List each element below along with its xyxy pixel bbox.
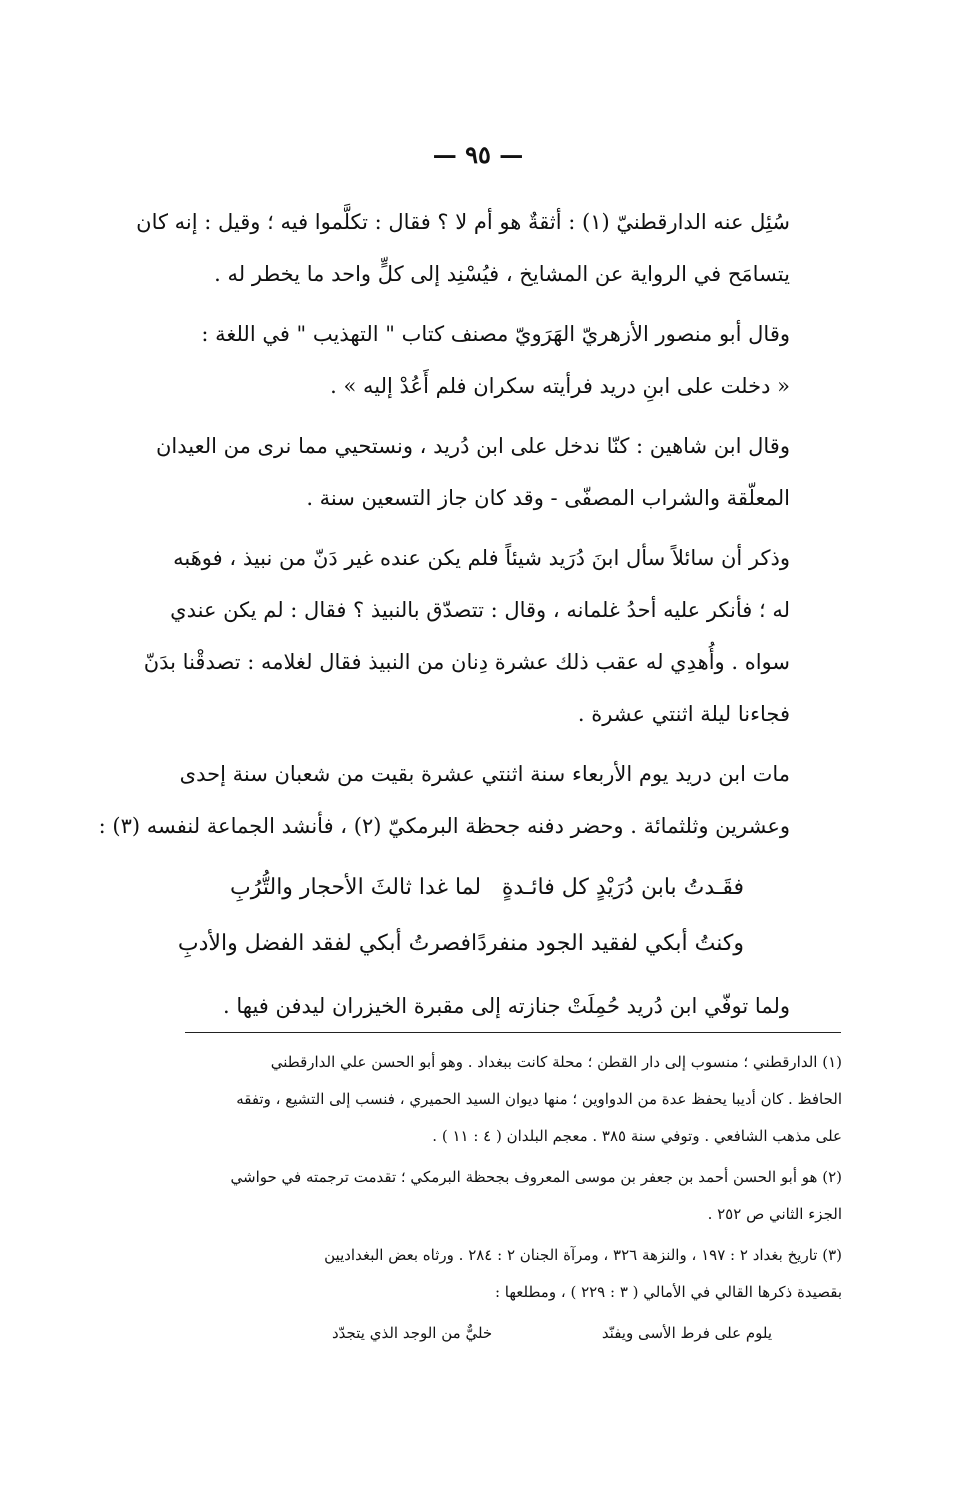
verse-first-hemistich: يلوم على فرط الأسى ويفنّد — [601, 1324, 772, 1342]
verse-second-hemistich: خليٌّ من الوجد الذي يتجدّد — [332, 1324, 493, 1342]
elegy-verses — [177, 860, 790, 972]
footnote-1 — [182, 1044, 842, 1155]
text-line: يتسامَح في الرواية عن المشايخ ، فيُسْنِد إلى كلٍّ واحد ما يخطر له . — [214, 262, 790, 286]
text-line: له ؛ فأنكر عليه أحدُ غلمانه ، وقال : تتصدّق بالنبيذ ؟ فقال : لم يكن عندي — [170, 598, 790, 622]
verse-first-hemistich: فقَـدتُ بابن دُرَيْدٍ كل فائـدةٍ — [501, 875, 744, 900]
footnote-line: الحافظ . كان أديبا يحفظ عدة من الدواوين ؛ منها ديوان السيد الحميري ، فنسب إلى التشيع ، وتفقه — [236, 1090, 842, 1108]
paragraph-beggar-anecdote — [143, 532, 790, 740]
verse-second-hemistich: لما غدا ثالثَ الأحجار والتُّرُبِ — [230, 875, 482, 900]
paragraph-ibn-shahin — [155, 420, 790, 524]
text-line: فجاءنا ليلة اثنتي عشرة . — [577, 702, 790, 726]
footnote-line: (٢) هو أبو الحسن أحمد بن جعفر بن موسى المعروف بجحظة البرمكي ؛ تقدمت ترجمته في حواشي — [230, 1168, 842, 1186]
footnote-line: (٣) تاريخ بغداد ٢ : ١٩٧ ، والنزهة ٣٢٦ ، ومرآة الجنان ٢ : ٢٨٤ . ورثاه بعض البغداديين — [324, 1246, 842, 1264]
main-text — [98, 196, 790, 1040]
paragraph-azhari — [186, 308, 790, 412]
page-number: — ٩٥ — — [432, 140, 524, 169]
verse-line — [186, 860, 790, 916]
footnote-line: الجزء الثاني ص ٢٥٢ . — [707, 1205, 842, 1223]
footnote-separator — [185, 1032, 841, 1033]
text-line: وقال أبو منصور الأزهريّ الهَرَويّ مصنف كتاب " التهذيب " في اللغة : — [201, 322, 790, 346]
text-line: مات ابن دريد يوم الأربعاء سنة اثنتي عشرة بقيت من شعبان سنة إحدى — [179, 762, 790, 786]
footnote-line: على مذهب الشافعي . وتوفي سنة ٣٨٥ . معجم البلدان ( ٤ : ١١ ) . — [432, 1127, 842, 1145]
paragraph-death — [98, 748, 790, 852]
verse-first-hemistich: وكنتُ أبكي لفقيد الجود منفردًا — [471, 931, 744, 956]
footnote-verse — [182, 1315, 842, 1351]
footnotes — [182, 1044, 842, 1351]
paragraph-burial — [186, 980, 790, 1032]
paragraph-daraqutni — [136, 196, 790, 300]
footnote-line: (١) الدارقطني ؛ منسوب إلى دار القطن ؛ محلة كانت ببغداد . وهو أبو الحسن علي الدارقطني — [270, 1053, 842, 1071]
text-line: سُئِل عنه الدارقطنيّ (١) : أثقةٌ هو أم لا ؟ فقال : تكلَّموا فيه ؛ وقيل : إنه كان — [136, 210, 790, 234]
text-line: وقال ابن شاهين : كنّا ندخل على ابن دُريد ، ونستحيي مما نرى من العيدان — [155, 434, 790, 458]
footnote-line: بقصيدة ذكرها القالي في الأمالي ( ٣ : ٢٢٩ ) ، ومطلعها : — [494, 1283, 842, 1301]
verse-second-hemistich: فصرتُ أبكي لفقد الفضل والأدبِ — [177, 931, 472, 956]
footnote-3 — [182, 1237, 842, 1311]
text-line: سواه . وأُهدِي له عقب ذلك عشرة دِنان من النبيذ فقال لغلامه : تصدقْنا بدَنّ — [143, 650, 790, 674]
text-line: « دخلت على ابنِ دريد فرأيته سكران فلم أَعُدْ إليه » . — [330, 374, 790, 398]
verse-line — [177, 916, 790, 972]
text-line: وذكر أن سائلاً سأل ابنَ دُرَيد شيئاً فلم يكن عنده غير دَنّ من نبيذ ، فوهَبه — [173, 546, 790, 570]
text-line: ولما توفّي ابن دُريد حُمِلَتْ جنازته إلى مقبرة الخيزران ليدفن فيها . — [223, 994, 790, 1018]
text-line: وعشرين وثلثمائة . وحضر دفنه جحظة البرمكيّ (٢) ، فأنشد الجماعة لنفسه (٣) : — [98, 814, 790, 838]
text-line: المعلّقة والشراب المصفّى - وقد كان جاز التسعين سنة . — [306, 486, 790, 510]
footnote-2 — [182, 1159, 842, 1233]
